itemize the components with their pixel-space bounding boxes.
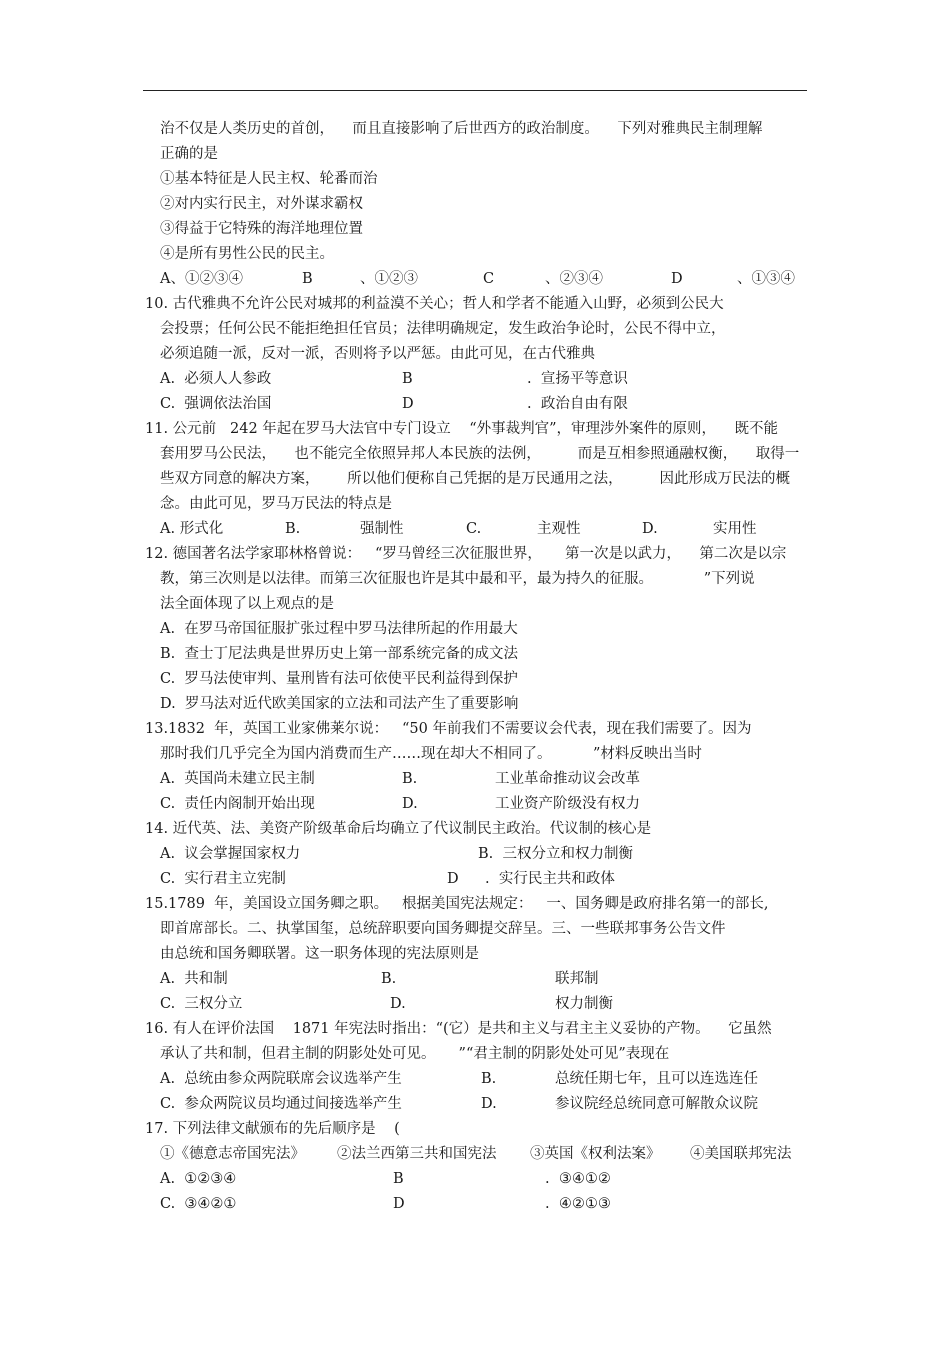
q9-option-d-letter: D	[671, 271, 683, 287]
q15-stem-line3: 由总统和国务卿联署。这一职务体现的宪法原则是	[160, 946, 479, 962]
q14-option-b: B. 三权分立和权力制衡	[478, 846, 633, 862]
q14-option-d-letter: D	[447, 871, 459, 887]
q15-option-a: A. 共和制	[160, 971, 228, 987]
q16-option-b-letter: B.	[481, 1071, 497, 1087]
q11-stem-line2: 套用罗马公民法， 也不能完全依照异邦人本民族的法例， 而是互相参照通融权衡， 取得一	[160, 446, 800, 462]
q15-option-d-letter: D.	[390, 996, 406, 1012]
q13-option-c: C. 责任内阁制开始出现	[160, 796, 315, 812]
q9-option-b-letter: B	[302, 271, 313, 287]
q12-stem-line3: 法全面体现了以上观点的是	[160, 596, 334, 612]
q16-option-d-text: 参议院经总统同意可解散众议院	[555, 1096, 758, 1112]
q17-item-4: ④美国联邦宪法	[690, 1146, 792, 1162]
q11-option-c-text: 主观性	[537, 521, 581, 537]
q17-option-c: C. ③④②①	[160, 1196, 237, 1212]
q10-stem-line3: 必须追随一派，反对一派，否则将予以严惩。由此可见，在古代雅典	[160, 346, 595, 362]
q17-option-b-text: . ③④①②	[545, 1171, 611, 1187]
q11-option-d-text: 实用性	[713, 521, 757, 537]
q9-option-d-text: 、①③④	[737, 271, 795, 287]
q12-option-c: C. 罗马法使审判、量刑皆有法可依使平民利益得到保护	[160, 671, 518, 687]
q15-stem-line2: 即首席部长。二、执掌国玺，总统辞职要向国务卿提交辞呈。三、一些联邦事务公告文件	[160, 921, 726, 937]
q17-item-3: ③英国《权利法案》	[530, 1146, 661, 1162]
q15-option-d-text: 权力制衡	[555, 996, 613, 1012]
q15-option-c: C. 三权分立	[160, 996, 243, 1012]
q14-option-c: C. 实行君主立宪制	[160, 871, 286, 887]
q17-item-1: ①《德意志帝国宪法》	[160, 1146, 305, 1162]
q9-stem-line1: 治不仅是人类历史的首创， 而且直接影响了后世西方的政治制度。 下列对雅典民主制理解	[160, 121, 763, 137]
q14-stem-line1: 14. 近代英、法、美资产阶级革命后均确立了代议制民主政治。代议制的核心是	[145, 821, 652, 837]
q9-stem-line2: 正确的是	[160, 146, 218, 162]
q9-option-a: A、①②③④	[160, 271, 243, 287]
q11-option-b-letter: B.	[285, 521, 301, 537]
q9-item-2: ②对内实行民主，对外谋求霸权	[160, 196, 363, 212]
header-rule	[143, 90, 807, 91]
q11-stem-line3: 些双方同意的解决方案， 所以他们便称自己凭据的是万民通用之法， 因此形成万民法的概	[160, 471, 791, 487]
q9-option-c-text: 、②③④	[545, 271, 603, 287]
q13-option-d-letter: D.	[402, 796, 418, 812]
q16-stem-line2: 承认了共和制，但君主制的阴影处处可见。 ”“君主制的阴影处处可见”表现在	[160, 1046, 670, 1062]
q14-option-a: A. 议会掌握国家权力	[160, 846, 301, 862]
q17-option-d-text: . ④②①③	[545, 1196, 611, 1212]
q16-stem-line1: 16. 有人在评价法国 1871 年宪法时指出：“(它）是共和主义与君主主义妥协的产物。 它虽然	[145, 1021, 772, 1037]
q13-option-b-letter: B.	[402, 771, 418, 787]
q17-item-2: ②法兰西第三共和国宪法	[337, 1146, 497, 1162]
q11-option-b-text: 强制性	[360, 521, 404, 537]
q17-option-a: A. ①②③④	[160, 1171, 237, 1187]
q13-stem-line2: 那时我们几乎完全为国内消费而生产……现在却大不相同了。 ”材料反映出当时	[160, 746, 702, 762]
q14-option-d-text: . 实行民主共和政体	[485, 871, 615, 887]
q12-stem-line2: 教，第三次则是以法律。而第三次征服也许是其中最和平，最为持久的征服。 ”下列说	[160, 571, 755, 587]
q10-stem-line1: 10. 古代雅典不允许公民对城邦的利益漠不关心；哲人和学者不能遁入山野，必须到公民大	[145, 296, 724, 312]
q9-item-3: ③得益于它特殊的海洋地理位置	[160, 221, 363, 237]
q13-option-a: A. 英国尚未建立民主制	[160, 771, 315, 787]
q15-option-b-text: 联邦制	[555, 971, 599, 987]
q16-option-d-letter: D.	[481, 1096, 497, 1112]
q17-option-b-letter: B	[393, 1171, 404, 1187]
q13-stem-line1: 13.1832 年，英国工业家佛莱尔说： “50 年前我们不需要议会代表，现在我们需要了。因为	[145, 721, 752, 737]
q13-option-d-text: 工业资产阶级没有权力	[495, 796, 640, 812]
q11-option-d-letter: D.	[642, 521, 658, 537]
q10-stem-line2: 会投票；任何公民不能拒绝担任官员；法律明确规定，发生政治争论时，公民不得中立，	[160, 321, 726, 337]
q10-option-d-text: . 政治自由有限	[527, 396, 628, 412]
q10-option-d-letter: D	[402, 396, 414, 412]
q10-option-a: A. 必须人人参政	[160, 371, 272, 387]
q12-stem-line1: 12. 德国著名法学家耶林格曾说： “罗马曾经三次征服世界， 第一次是以武力， 第二次是以宗	[145, 546, 787, 562]
q10-option-c: C. 强调依法治国	[160, 396, 272, 412]
q11-option-c-letter: C.	[466, 521, 482, 537]
q12-option-a: A. 在罗马帝国征服扩张过程中罗马法律所起的作用最大	[160, 621, 518, 637]
q9-item-4: ④是所有男性公民的民主。	[160, 246, 334, 262]
q16-option-c: C. 参众两院议员均通过间接选举产生	[160, 1096, 402, 1112]
q9-option-b-text: 、①②③	[360, 271, 418, 287]
q16-option-a: A. 总统由参众两院联席会议选举产生	[160, 1071, 402, 1087]
q13-option-b-text: 工业革命推动议会改革	[495, 771, 640, 787]
q12-option-b: B. 查士丁尼法典是世界历史上第一部系统完备的成文法	[160, 646, 518, 662]
q15-option-b-letter: B.	[381, 971, 397, 987]
q10-option-b-letter: B	[402, 371, 413, 387]
q11-stem-line1: 11. 公元前 242 年起在罗马大法官中专门设立 “外事裁判官”，审理涉外案件的原则， 既不能	[145, 421, 778, 437]
q15-stem-line1: 15.1789 年，美国设立国务卿之职。 根据美国宪法规定： 一、国务卿是政府排名第一的部长,	[145, 896, 769, 912]
q17-stem-line1: 17. 下列法律文献颁布的先后顺序是 (	[145, 1121, 400, 1137]
q10-option-b-text: . 宣扬平等意识	[527, 371, 628, 387]
q12-option-d: D. 罗马法对近代欧美国家的立法和司法产生了重要影响	[160, 696, 519, 712]
q9-option-c-letter: C	[483, 271, 495, 287]
q11-stem-line4: 念。由此可见，罗马万民法的特点是	[160, 496, 392, 512]
q16-option-b-text: 总统任期七年，且可以连选连任	[555, 1071, 758, 1087]
q17-option-d-letter: D	[393, 1196, 405, 1212]
q11-option-a: A. 形式化	[160, 521, 224, 537]
q9-item-1: ①基本特征是人民主权、轮番而治	[160, 171, 378, 187]
